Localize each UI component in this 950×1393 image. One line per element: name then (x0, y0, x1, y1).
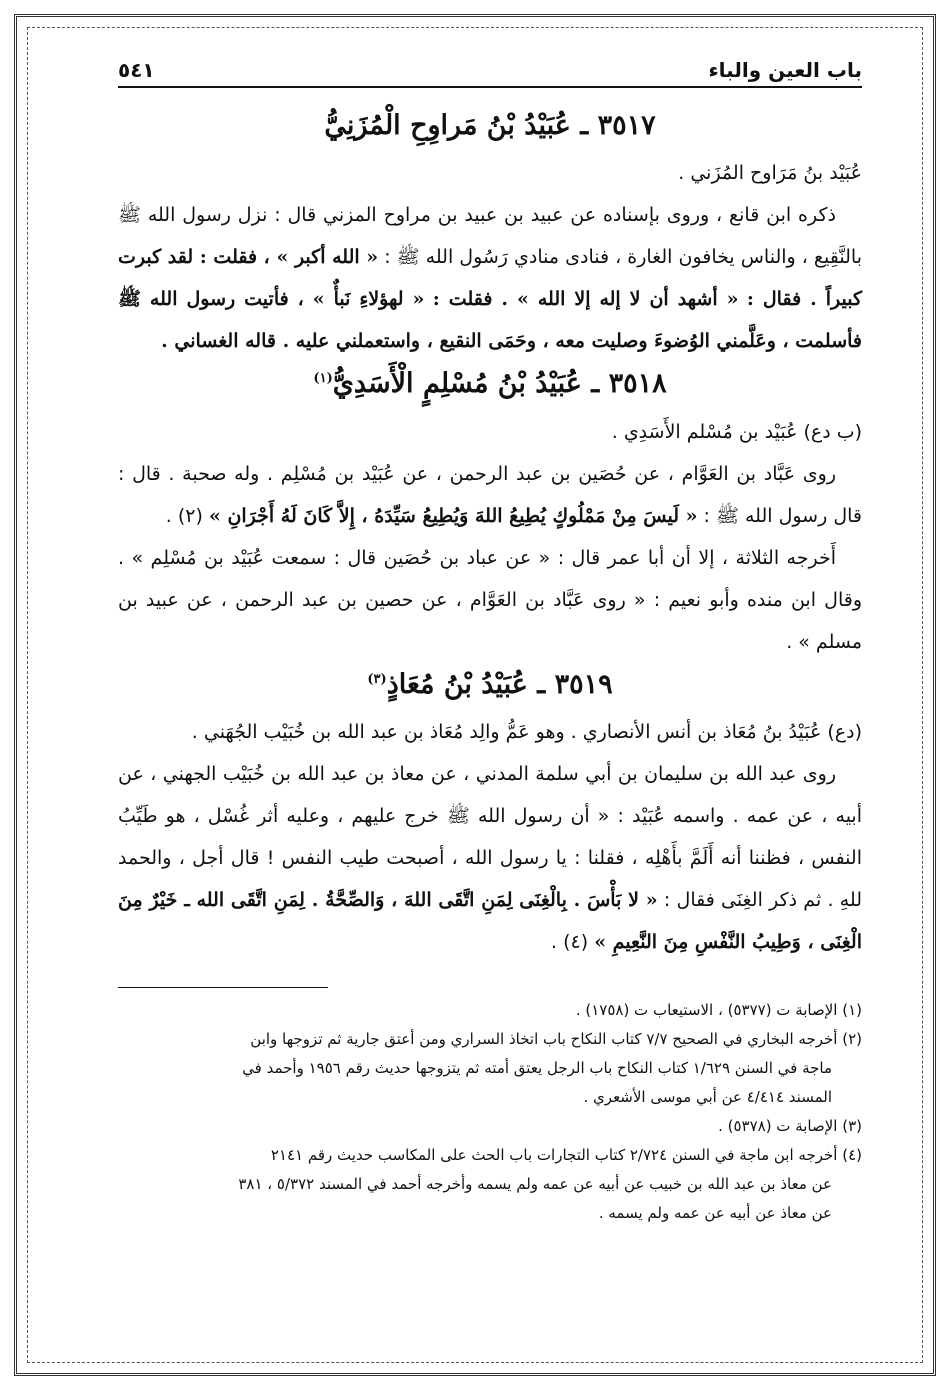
footnote-3: (٣) الإصابة ت (٥٣٧٨) . (718, 1117, 862, 1136)
entry-3517-name: عُبَيْد بنُ مَرَاوح المُزَني . (678, 162, 862, 185)
footnote-2: (٢) أخرجه البخاري في الصحيح ٧/٧ كتاب النكاح باب اتخاذ السراري ومن أعتق جارية ثم تزوجها وابن (250, 1030, 862, 1049)
entry-3518-notes: أَخرجه الثلاثة ، إلا أن أبا عمر قال : « عن عباد بن حُصَين قال : سمعت عُبَيْد بن مُسْلِم » . وقال ابن منده وأبو نعيم : « روى عَبَّاد بن العَوَّام ، عن حصين بن عبد الرحمن ، عن عبيد بن مسلم » . (118, 546, 862, 653)
entry-title-3517: ٣٥١٧ ـ عُبَيْدُ بْنُ مَراوِحِ الْمُزَنِيُّ (324, 110, 656, 141)
footnote-ref-1: (١) (313, 371, 333, 387)
footnote-separator (118, 987, 328, 988)
footnote-4: (٤) أخرجه ابن ماجة في السنن ٢/٧٢٤ كتاب التجارات باب الحث على المكاسب حديث رقم ٢١٤١ (270, 1146, 862, 1165)
entry-3518-body: روى عَبَّاد بن العَوَّام ، عن حُصَين بن عبد الرحمن ، عن عُبَيْد بن مُسْلِم . وله صحبة . قال : قال رسول الله ﷺ : « لَيسَ مِنْ مَمْلُوكٍ يُطِيعُ اللهَ وَيُطِيعُ سَيِّدَهُ ، إِلاَّ كَانَ لَهُ أَجْرَانِ » (٢) . (118, 462, 862, 527)
entry-3519-name: (دع) عُبَيْدُ بنُ مُعَاذ بن أنس الأنصاري . وهو عَمُّ والِد مُعَاذ بن عبد الله بن خُبَيْب الجُهَني . (191, 721, 862, 744)
entry-3517-body: ذكره ابن قانع ، وروى بإسناده عن عبيد بن عبيد بن مراوح المزني قال : نزل رسول الله ﷺ بالنَّقِيع ، والناس يخافون الغارة ، فنادى منادي رَسُول الله ﷺ : « الله أكبر » ، فقلت : لقد كبرت كبيراً . فقال : « أشهد أن لا إله إلا الله » . فقلت : « لهؤلاءِ نَبأٌ » ، فأتيت رسول الله ﷺ فأسلمت ، وعَلَّمني الوُضوءَ وصليت معه ، وحَمَى النقيع ، واستعملني عليه . قاله الغساني . (118, 204, 862, 353)
footnotes (118, 996, 862, 1228)
footnote-2-cont: ماجة في السنن ١/٦٢٩ كتاب النكاح باب الرجل يعتق أمته ثم يتزوجها حديث رقم ١٩٥٦ وأحمد في (242, 1059, 832, 1078)
footnote-4-cont: عن معاذ بن عبد الله بن خبيب عن أبيه عن عمه ولم يسمه وأخرجه أحمد في المسند ٥/٣٧٢ ، ٣٨١ (238, 1175, 832, 1194)
page-content (118, 58, 862, 1353)
page-header (118, 58, 862, 88)
page-number: ٥٤١ (118, 58, 155, 82)
footnote-ref-3: (٣) (367, 671, 387, 687)
footnote-2-cont: المسند ٤/٤١٤ عن أبي موسى الأشعري . (583, 1088, 832, 1107)
entry-3518-name: (ب دع) عُبَيْد بن مُسْلم الأَسَدِي . (611, 420, 862, 443)
entry-title-3518: ٣٥١٨ ـ عُبَيْدُ بْنُ مُسْلِمٍ الْأَسَدِيُّ$^{(١)}$ (313, 368, 667, 400)
entry-3519-body: روى عبد الله بن سليمان بن أبي سلمة المدني ، عن معاذ بن عبد الله بن خُبَيْب الجهني ، عن أبيه ، عن عمه . واسمه عُبَيْد : « أن رسول الله ﷺ خرج عليهم ، وعليه أثر غُسْل ، هو طَيِّبُ النفس ، فظننا أنه أَلَمَّ بأَهْلِه ، فقلنا : يا رسول الله ، أصبحت طيب النفس ! قال أجل ، والحمد للهِ . ثم ذكر الغِنَى فقال : « لا بَأْسَ . بِالْغِنَى لِمَنِ اتَّقَى اللهَ ، وَالصِّحَّةُ . لِمَنِ اتَّقَى الله ـ خَيْرٌ مِنَ الْغِنَى ، وَطِيبُ النَّفْسِ مِنَ النَّعِيمِ » (٤) . (118, 763, 862, 954)
footnote-1: (١) الإصابة ت (٥٣٧٧) ، الاستيعاب ت (١٧٥٨) . (575, 1001, 862, 1020)
entry-title-3519: ٣٥١٩ ـ عُبَيْدُ بْنُ مُعَاذٍ$^{(٣)}$ (367, 668, 613, 700)
chapter-title: باب العين والباء (708, 58, 862, 82)
footnote-4-cont: عن معاذ عن أبيه عن عمه ولم يسمه . (598, 1204, 832, 1223)
